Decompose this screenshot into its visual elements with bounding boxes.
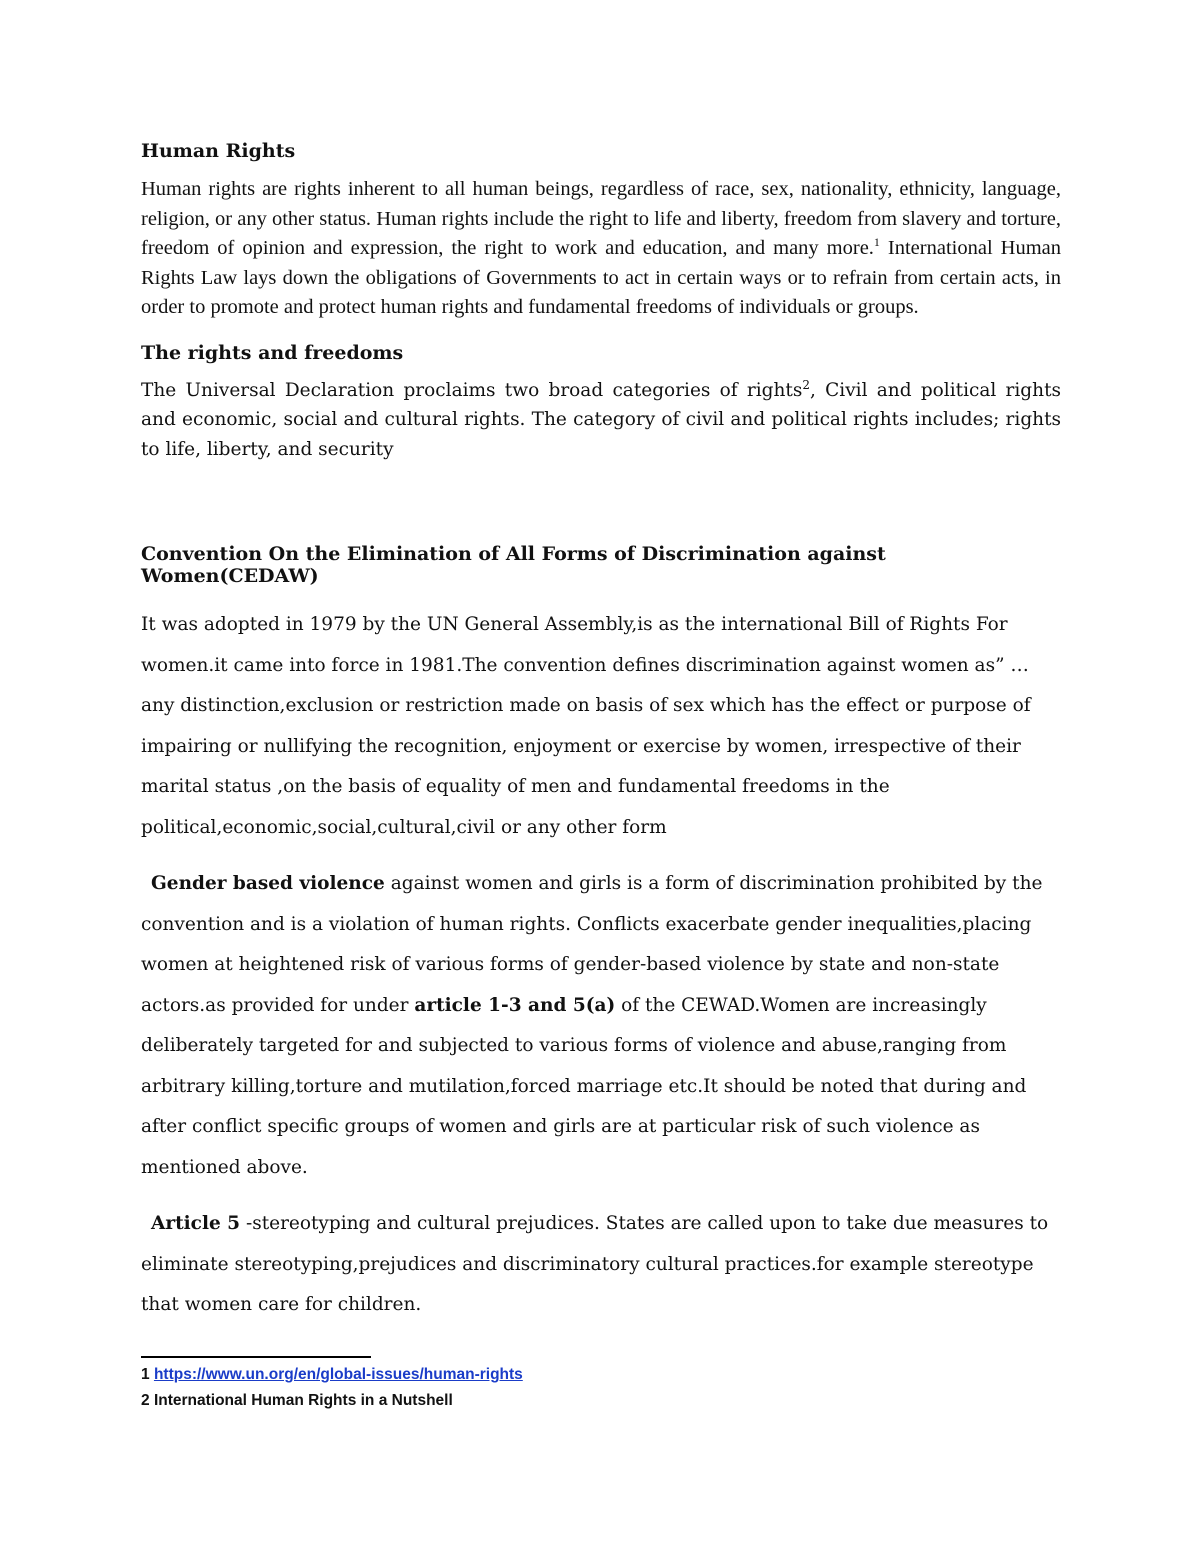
footnote-separator bbox=[141, 1356, 371, 1358]
footnote-ref-2: 2 bbox=[802, 377, 810, 392]
paragraph-human-rights bbox=[141, 175, 1061, 323]
bold-term: Gender based violence bbox=[151, 873, 385, 894]
paragraph-gender-violence bbox=[141, 864, 1061, 1188]
document-body bbox=[141, 140, 1061, 1326]
footnote-link[interactable]: https://www.un.org/en/global-issues/human-rights bbox=[153, 1366, 523, 1383]
paragraph-text: International Human Rights Law lays down the obligations of Governments to act in certain ways or to refrain from certain acts, in order to promote and protect human rights and fundamental freedoms of individuals or groups. bbox=[141, 237, 1061, 318]
footnote-number: 1 bbox=[141, 1366, 150, 1383]
footnote-text: International Human Rights in a Nutshell bbox=[153, 1392, 453, 1409]
paragraph-text: against women and girls is a form of discrimination prohibited by the convention and is a violation of human rights. Conflicts exacerbate gender inequalities,placing women at heightened risk of various forms of gender-based violence by state and non-state actors.as provided for under bbox=[141, 873, 1043, 1016]
footnote-ref-1: 1 bbox=[873, 235, 880, 250]
heading-human-rights: Human Rights bbox=[141, 140, 296, 162]
paragraph-text: of the CEWAD.Women are increasingly deliberately targeted for and subjected to various forms of violence and abuse,ranging from arbitrary killing,torture and mutilation,forced marriage etc.It should be noted that during and after conflict specific groups of women and girls are at particular risk of such violence as mentioned above. bbox=[141, 994, 1027, 1178]
footnote-number: 2 bbox=[141, 1392, 150, 1409]
heading-rights-freedoms: The rights and freedoms bbox=[141, 341, 404, 364]
bold-term: Article 5 bbox=[151, 1213, 241, 1234]
paragraph-cedaw-adoption: It was adopted in 1979 by the UN General Assembly,is as the international Bill of Rights For women.it came into force in 1981.The convention defines discrimination against women as” … any distinction,exclusion or restriction made on basis of sex which has the effect or purpose of impairing or nullifying the recognition, enjoyment or exercise by women, irrespective of their marital status ,on the basis of equality of men and fundamental freedoms in the political,economic,social,cultural,civil or any other form bbox=[141, 614, 1031, 838]
bold-term: article 1-3 and 5(a) bbox=[414, 994, 616, 1016]
paragraph-text: The Universal Declaration proclaims two broad categories of rights bbox=[141, 379, 803, 401]
footnote-2 bbox=[141, 1392, 453, 1410]
paragraph-text: , Civil and political rights and economic, social and cultural rights. The category of civil and political rights includes; rights to life, liberty, and security bbox=[141, 379, 1061, 460]
paragraph-article-5 bbox=[141, 1204, 1061, 1326]
paragraph-text: Human rights are rights inherent to all human beings, regardless of race, sex, nationality, ethnicity, language, religion, or any other status. Human rights include the right to life and liberty, freedom from slavery and torture, freedom of opinion and expression, the right to work and education, and many more. bbox=[141, 178, 1061, 259]
heading-cedaw: Convention On the Elimination of All Forms of Discrimination against Women(CEDAW) bbox=[141, 543, 886, 587]
paragraph-text: -stereotyping and cultural prejudices. States are called upon to take due measures to eliminate stereotyping,prejudices and discriminatory cultural practices.for example stereotype that women care for children. bbox=[141, 1213, 1049, 1315]
paragraph-rights-freedoms bbox=[141, 376, 1061, 465]
footnote-1 bbox=[141, 1366, 523, 1384]
